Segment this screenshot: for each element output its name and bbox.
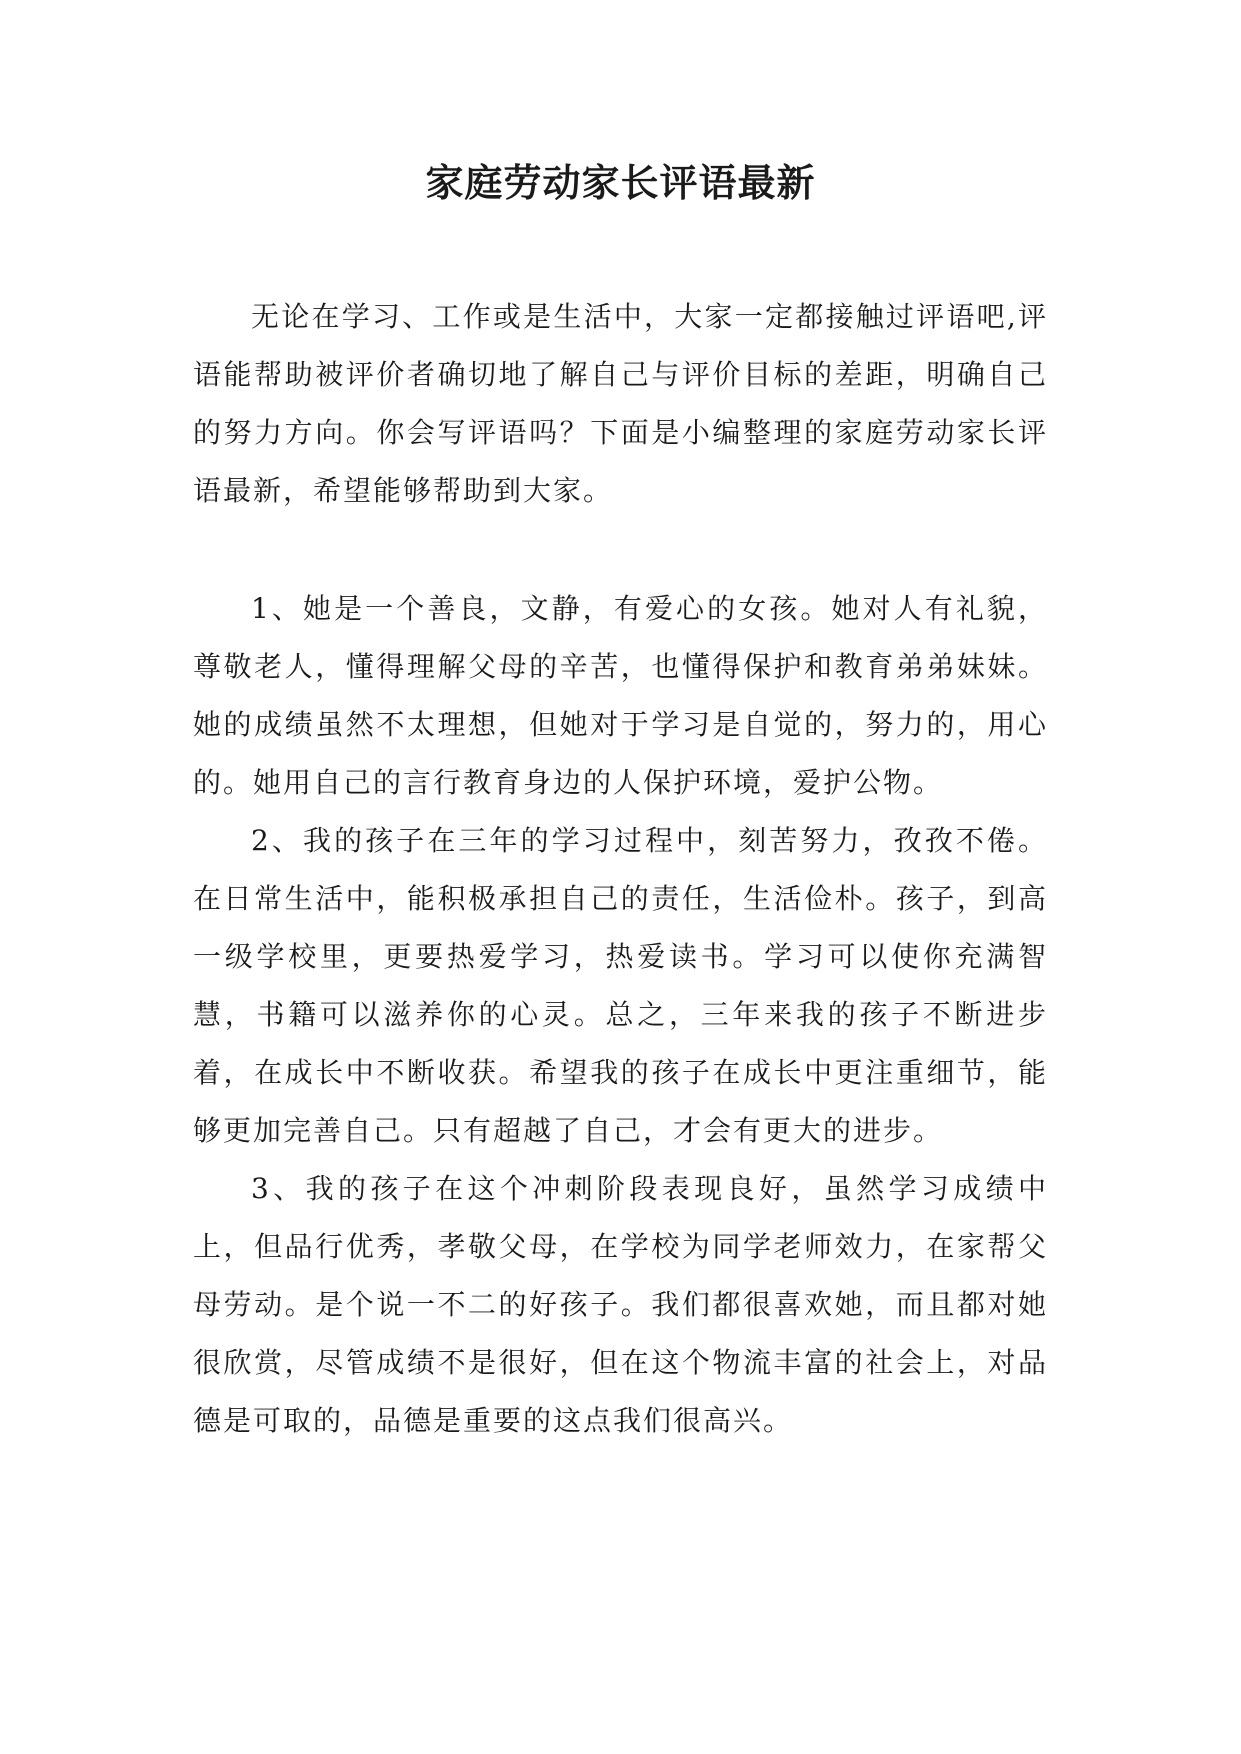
comment-paragraph-3: 3、我的孩子在这个冲刺阶段表现良好，虽然学习成绩中上，但品行优秀，孝敬父母，在学校为同学老师效力，在家帮父母劳动。是个说一不二的好孩子。我们都很喜欢她，而且都对她很欣赏，尽管成绩不是很好，但在这个物流丰富的社会上，对品德是可取的，品德是重要的这点我们很高兴。 — [193, 1172, 1048, 1437]
comment-paragraph-1: 1、她是一个善良，文静，有爱心的女孩。她对人有礼貌，尊敬老人，懂得理解父母的辛苦，也懂得保护和教育弟弟妹妹。她的成绩虽然不太理想，但她对于学习是自觉的，努力的，用心的。她用自己的言行教育身边的人保护环境，爱护公物。 — [193, 592, 1048, 799]
comment-paragraph-2: 2、我的孩子在三年的学习过程中，刻苦努力，孜孜不倦。在日常生活中，能积极承担自己的责任，生活俭朴。孩子，到高一级学校里，更要热爱学习，热爱读书。学习可以使你充满智慧，书籍可以滋养你的心灵。总之，三年来我的孩子不断进步着，在成长中不断收获。希望我的孩子在成长中更注重细节，能够更加完善自己。只有超越了自己，才会有更大的进步。 — [193, 824, 1048, 1147]
document-body — [193, 288, 1048, 1450]
page-title: 家庭劳动家长评语最新 — [425, 160, 816, 205]
intro-paragraph: 无论在学习、工作或是生活中，大家一定都接触过评语吧,评语能帮助被评价者确切地了解自己与评价目标的差距，明确自己的努力方向。你会写评语吗？下面是小编整理的家庭劳动家长评语最新，希望能够帮助到大家。 — [193, 300, 1048, 507]
paragraph-spacer — [193, 520, 1048, 580]
